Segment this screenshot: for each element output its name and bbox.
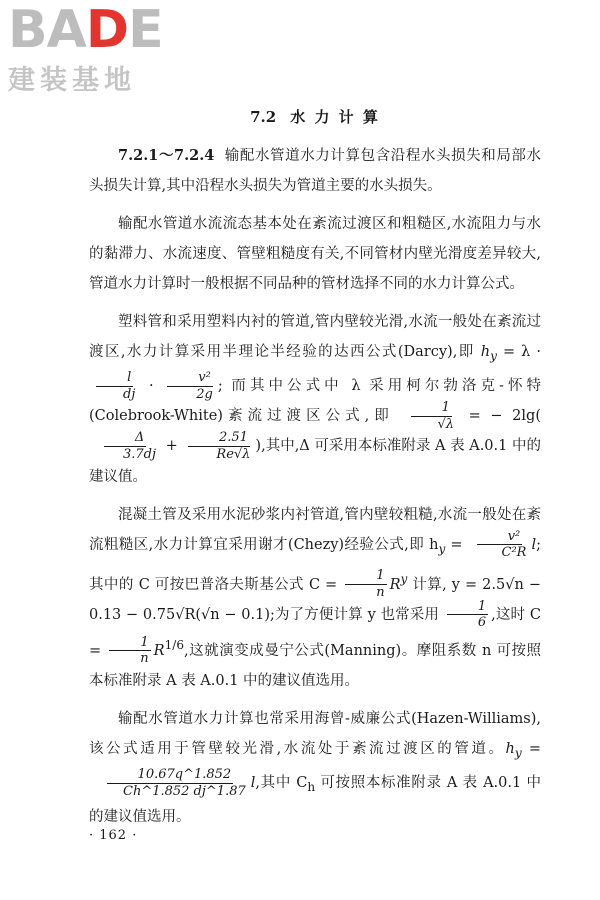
cw-frac-1: $\frac{1}{√\lambda}$ — [406, 401, 456, 431]
darcy-eq: = λ · — [496, 344, 541, 360]
manning-r: R — [153, 642, 165, 659]
darcy-dot: · — [140, 378, 163, 395]
p2-text-3: ),其中,Δ 可采用本标准附录 A 表 A.0.1 中的建议值。 — [89, 438, 541, 485]
p3-text-1: 混凝土管及采用水泥砂浆内衬管道,管内壁较粗糙,水流一般处在紊流粗糙区,水力计算宜采用谢才(Chezy)经验公式,即 h — [89, 506, 541, 553]
darcy-frac-v: $\frac{\text{v²}}{2g}$ — [165, 371, 215, 401]
p2-text-2: ; 而其中公式中 λ 采用柯尔勃洛克-怀特(Colebrook-White)紊流过渡区公式,即 — [89, 378, 541, 425]
logo — [8, 0, 178, 97]
p3-text-4: ,这时 C = — [89, 606, 541, 659]
paragraph-3 — [89, 500, 541, 696]
cw-plus: + — [161, 438, 183, 455]
darcy-frac-l: $\frac{l}{dj}$ — [92, 371, 137, 401]
hazen-eq: = — [521, 740, 542, 757]
logo-subtitle: 建装基地 — [8, 65, 136, 96]
p3-text-5: ,这就演变成曼宁公式(Manning)。摩阻系数 n 可按照本标准附录 A 表 A.0.1 中的建议值选用。 — [89, 642, 542, 689]
chezy-l: l — [531, 536, 537, 553]
section-number: 7.2 — [250, 108, 277, 126]
hazen-ch-sub: h — [307, 779, 316, 794]
sixth-frac: $\frac{1}{6}$ — [447, 600, 488, 630]
pavlovsky-r: R — [389, 576, 401, 593]
cw-frac-delta: $\frac{\Delta}{3.7dj}$ — [92, 431, 158, 461]
pavlovsky-frac: $\frac{1}{n}$ — [345, 569, 386, 599]
hazen-h: h — [505, 740, 515, 757]
paragraph-2 — [89, 307, 541, 492]
pavlovsky-r-sup: y — [400, 571, 408, 586]
p3-text-3: 计算, y = 2.5√n − 0.13 − 0.75√R(√n − 0.1);为了方便计算 y 也常采用 — [89, 576, 541, 623]
section-title — [89, 106, 541, 127]
paragraph-1: 输配水管道水流流态基本处在紊流过渡区和粗糙区,水流阻力与水的黏滞力、水流速度、管壁粗糙度有关,不同管材内壁光滑度差异较大,管道水力计算时一般根据不同品种的管材选择不同的水力计算公式。 — [89, 216, 541, 292]
darcy-h: h — [480, 344, 491, 360]
page-number: · 162 · — [89, 828, 138, 843]
manning-r-sup: 1/6 — [164, 638, 185, 653]
chezy-eq: = — [445, 536, 468, 553]
cw-mid: = − 2lg( — [458, 408, 541, 425]
section-heading: 水 力 计 算 — [290, 108, 380, 126]
logo-wordmark: BADE — [8, 0, 163, 60]
manning-frac: $\frac{1}{n}$ — [109, 636, 150, 666]
clause-paragraph — [89, 141, 541, 201]
p4-text-3: 可按照本标准附录 A 表 A.0.1 中的建议值选用。 — [89, 775, 541, 825]
hazen-frac: $\frac{10.67q\^{}1.852}{Ch\^{}1.852 dj\^{}1.87}$ — [92, 768, 248, 798]
hazen-h-sub: y — [514, 745, 522, 760]
p2-text-1: 塑料管和采用塑料内衬的管道,管内壁较光滑,水流一般处在紊流过渡区,水力计算采用半理论半经验的达西公式(Darcy),即 — [89, 314, 541, 360]
chezy-h-sub: y — [438, 541, 446, 556]
cw-frac-re: $\frac{2.51}{Re√\lambda}$ — [185, 431, 252, 461]
page-body — [89, 100, 541, 840]
paragraph-4 — [89, 704, 541, 832]
hazen-l: l — [250, 775, 256, 792]
darcy-h-sub: y — [490, 348, 497, 363]
clause-lead: 输配水管道水力计算包含沿程水头损失和局部水头损失计算,其中沿程水头损失为管道主要的水头损失。 — [89, 148, 542, 194]
clause-id: 7.2.1～7.2.4 — [118, 147, 215, 164]
p3-text-2: ;其中的 C 可按巴普洛夫斯基公式 C = — [89, 536, 541, 593]
chezy-frac: $\frac{\text{v²}}{\text{C²R}}$ — [471, 530, 529, 560]
p4-text-1: 输配水管道水力计算也常采用海曾-威廉公式(Hazen-Williams),该公式适用于管壁较光滑,水流处于紊流过渡区的管道。 — [89, 710, 541, 757]
p4-text-2: ,其中 C — [255, 775, 308, 792]
